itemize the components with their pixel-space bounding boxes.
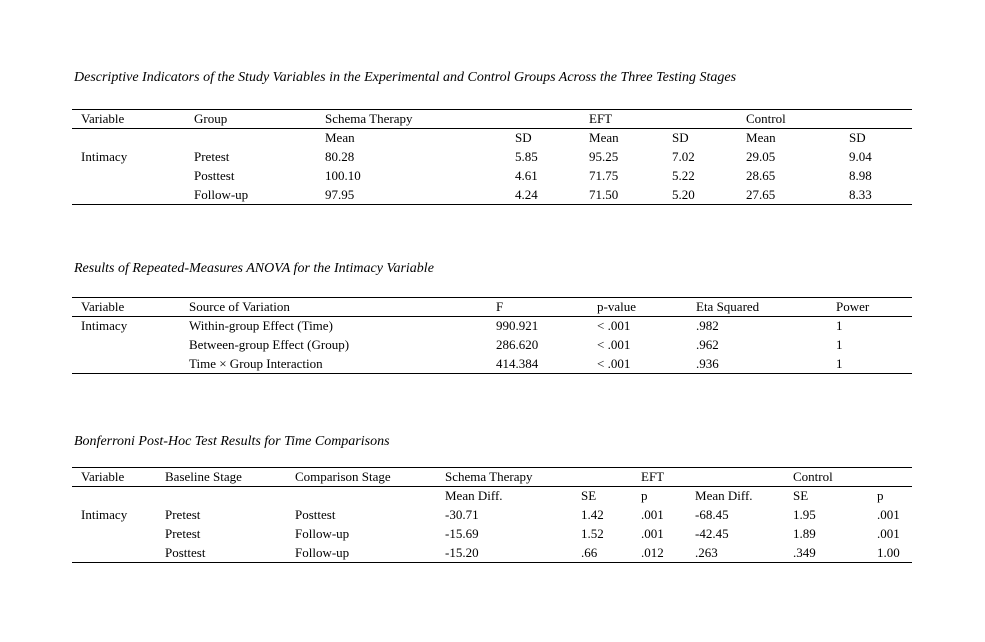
table-cell [72, 186, 185, 205]
table-cell: 8.98 [849, 167, 872, 183]
table-cell: .982 [696, 318, 719, 334]
column-header-f: F [487, 298, 588, 317]
table-cell: -15.69 [445, 525, 479, 541]
table-cell [72, 355, 180, 374]
descriptives-table-title: Descriptive Indicators of the Study Variables in the Experimental and Control Groups Across the Three Testing Stages [74, 70, 737, 85]
column-header-sd: SD [515, 130, 532, 146]
table-cell: 95.25 [589, 148, 619, 164]
table-cell: 5.85 [515, 148, 538, 164]
column-header-mean: Mean [746, 130, 776, 146]
table-cell: Pretest [165, 506, 201, 522]
table-cell: 5.20 [672, 186, 695, 202]
table-cell: .001 [877, 525, 900, 541]
column-header-variable: Variable [72, 110, 185, 129]
column-header-variable: Variable [72, 468, 156, 487]
empty-header-cell [286, 487, 436, 506]
table-cell: -68.45 [695, 506, 729, 522]
table-row [72, 506, 912, 525]
column-group-schema-therapy: Schema Therapy [436, 468, 632, 487]
table-cell: 1 [836, 355, 843, 371]
table-cell: .349 [793, 544, 816, 560]
table-cell: 9.04 [849, 148, 872, 164]
column-header-p: p [877, 488, 884, 504]
column-header-comparison-stage: Comparison Stage [286, 468, 436, 487]
table-cell: .936 [696, 355, 719, 371]
table-cell: 7.02 [672, 148, 695, 164]
column-header-power: Power [827, 298, 912, 317]
column-header-source-of-variation: Source of Variation [180, 298, 487, 317]
table-cell: < .001 [597, 355, 631, 371]
column-header-mean: Mean [589, 130, 619, 146]
column-header-eta-squared: Eta Squared [687, 298, 827, 317]
table-subheader-row [72, 487, 912, 506]
table-cell [72, 544, 156, 563]
table-subheader-row [72, 129, 912, 148]
table-row [72, 525, 912, 544]
table-cell: Within-group Effect (Time) [189, 318, 333, 334]
table-cell: 5.22 [672, 167, 695, 183]
table-cell: 1.95 [793, 506, 816, 522]
table-cell: Pretest [165, 525, 201, 541]
empty-header-cell [185, 129, 316, 148]
anova-table-title: Results of Repeated-Measures ANOVA for the Intimacy Variable [74, 261, 434, 276]
table-row [72, 544, 912, 563]
table-cell: Pretest [194, 148, 230, 164]
table-row [72, 336, 912, 355]
table-cell: .66 [581, 544, 598, 560]
column-header-p-value: p-value [588, 298, 687, 317]
column-header-sd: SD [672, 130, 689, 146]
table-cell: 1.52 [581, 525, 604, 541]
table-cell: 97.95 [325, 186, 355, 202]
column-group-control: Control [737, 110, 912, 129]
column-group-control: Control [784, 468, 912, 487]
table-cell [72, 525, 156, 544]
column-header-mean-diff: Mean Diff. [445, 488, 503, 504]
table-cell: Posttest [165, 544, 206, 560]
table-cell: .962 [696, 336, 719, 352]
table-cell [72, 336, 180, 355]
table-cell: < .001 [597, 318, 631, 334]
table-cell: 1 [836, 318, 843, 334]
table-cell: 286.620 [496, 336, 539, 352]
table-row [72, 148, 912, 167]
table-cell: Time × Group Interaction [189, 355, 323, 371]
table-cell: 414.384 [496, 355, 539, 371]
table-cell: 71.50 [589, 186, 619, 202]
table-cell: 4.61 [515, 167, 538, 183]
table-cell: 8.33 [849, 186, 872, 202]
table-cell: Follow-up [295, 544, 350, 560]
table-cell: .001 [641, 506, 664, 522]
table-cell: 990.921 [496, 318, 539, 334]
column-header-sd: SD [849, 130, 866, 146]
table-cell: Follow-up [295, 525, 350, 541]
anova-table [72, 297, 912, 374]
table-cell: 1 [836, 336, 843, 352]
table-cell [72, 167, 185, 186]
table-cell: Follow-up [194, 186, 249, 202]
column-header-mean: Mean [325, 130, 355, 146]
table-cell: Intimacy [81, 506, 128, 522]
table-row [72, 167, 912, 186]
column-header-group: Group [185, 110, 316, 129]
table-cell: Intimacy [81, 148, 128, 164]
empty-header-cell [72, 487, 156, 506]
table-cell: .001 [877, 506, 900, 522]
table-row [72, 317, 912, 336]
empty-header-cell [72, 129, 185, 148]
table-cell: 27.65 [746, 186, 776, 202]
posthoc-table [72, 467, 912, 563]
table-cell: Posttest [194, 167, 235, 183]
column-header-baseline-stage: Baseline Stage [156, 468, 286, 487]
table-cell: 1.89 [793, 525, 816, 541]
descriptives-table [72, 109, 912, 205]
column-group-schema-therapy: Schema Therapy [316, 110, 580, 129]
table-cell: .263 [695, 544, 718, 560]
table-header-row [72, 468, 912, 487]
table-row [72, 355, 912, 374]
posthoc-table-title: Bonferroni Post-Hoc Test Results for Time Comparisons [74, 434, 390, 449]
table-cell: -30.71 [445, 506, 479, 522]
table-cell: 29.05 [746, 148, 776, 164]
table-cell: Posttest [295, 506, 336, 522]
column-header-mean-diff: Mean Diff. [695, 488, 753, 504]
table-header-row [72, 298, 912, 317]
empty-header-cell [156, 487, 286, 506]
table-cell: < .001 [597, 336, 631, 352]
table-header-row [72, 110, 912, 129]
table-cell: 80.28 [325, 148, 355, 164]
table-cell: 1.00 [877, 544, 900, 560]
table-cell: Between-group Effect (Group) [189, 336, 350, 352]
table-cell: .012 [641, 544, 664, 560]
table-cell: 71.75 [589, 167, 619, 183]
table-cell: 4.24 [515, 186, 538, 202]
table-cell: Intimacy [81, 318, 128, 334]
column-header-variable: Variable [72, 298, 180, 317]
table-cell: -42.45 [695, 525, 729, 541]
table-row [72, 186, 912, 205]
column-group-eft: EFT [632, 468, 784, 487]
column-header-se: SE [793, 488, 809, 504]
table-cell: .001 [641, 525, 664, 541]
table-cell: 1.42 [581, 506, 604, 522]
column-group-eft: EFT [580, 110, 737, 129]
table-cell: 28.65 [746, 167, 776, 183]
column-header-se: SE [581, 488, 597, 504]
table-cell: 100.10 [325, 167, 361, 183]
column-header-p: p [641, 488, 648, 504]
table-cell: -15.20 [445, 544, 479, 560]
